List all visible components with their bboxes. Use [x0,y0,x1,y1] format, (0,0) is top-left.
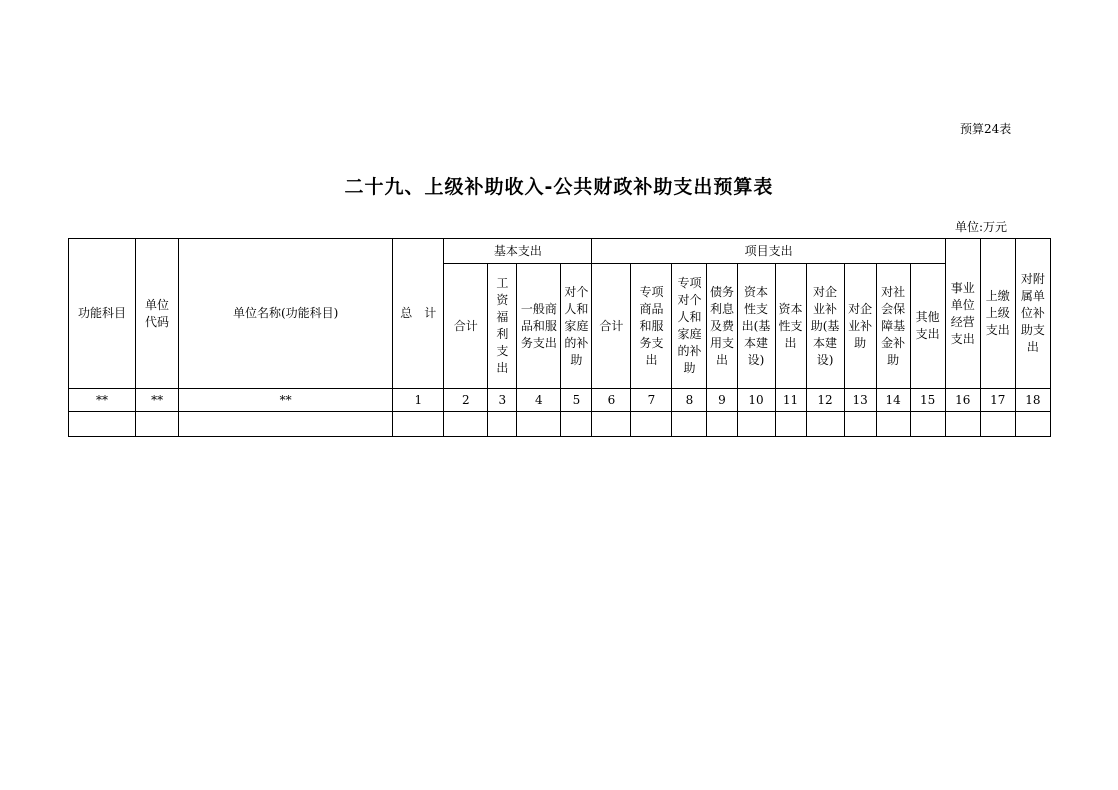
header-basic-personal-subsidy [561,264,592,389]
header-text-line: 业补 [813,301,838,316]
index-cell: 14 [876,389,910,412]
header-text-line: 利息 [709,301,734,316]
header-project-personal-subsidy [672,264,707,389]
header-text-line: 人和 [677,310,702,324]
header-text-line: 合计 [453,318,478,333]
header-text-line: 出(基 [741,318,771,333]
header-text-line: 出 [715,352,728,367]
header-text-line: 品和服 [520,318,557,333]
header-upper-payment [980,239,1015,389]
header-text-line: 出 [496,361,509,375]
header-text-line: 家庭 [677,327,702,341]
page-title: 二十九、上级补助收入-公共财政补助支出预算表 [344,176,774,198]
index-cell: 9 [707,389,737,412]
header-text-line: 经营 [950,314,975,329]
header-unit-code [136,239,179,389]
header-text-line: 对企 [813,284,838,299]
header-text-line: 设) [747,352,765,367]
form-number: 预算24表 [960,122,1012,136]
index-cell: 4 [517,389,561,412]
empty-cell [592,412,631,437]
header-text-line: 的补 [677,344,702,358]
index-cell: 3 [488,389,517,412]
header-text-line: 单位 [950,297,975,312]
header-project-capital-construction [737,264,775,389]
header-text-line: 和服 [639,318,664,333]
index-cell: ** [179,389,393,412]
header-text-line: 资本 [744,284,769,299]
header-text-line: 债务 [709,284,734,299]
header-affiliated-subsidy [1015,239,1050,389]
header-text-line: 对个 [677,293,702,307]
header-text-line: 事业 [950,280,975,295]
index-cell: 15 [910,389,945,412]
header-text-line: 支出 [915,327,940,341]
header-text-line: 专项 [677,276,702,290]
index-cell: 1 [393,389,444,412]
header-text-line: 设) [816,352,834,367]
header-text-line: 资 [496,293,509,307]
index-cell: 10 [737,389,775,412]
header-project-total [592,264,631,389]
header-text-line: 人和 [564,301,589,316]
header-text-line: 专项 [639,284,664,299]
empty-cell [444,412,488,437]
header-text-line: 一般商 [520,301,557,316]
index-cell: 7 [631,389,672,412]
index-cell: 17 [980,389,1015,412]
header-text-line: 家庭 [564,318,589,333]
empty-cell [876,412,910,437]
unit-label: 单位:万元 [955,220,1008,234]
header-text-line: 支 [496,344,509,358]
header-project-capital [775,264,806,389]
empty-cell [69,412,136,437]
header-text-line: 助 [570,352,583,367]
header-text-line: 会保 [881,301,906,316]
header-total: 总 计 [393,239,444,389]
header-project-goods-services [631,264,672,389]
empty-cell [561,412,592,437]
empty-data-row [69,412,1051,437]
header-basic-salary [488,264,517,389]
header-text-line: 助 [683,361,696,375]
header-project-enterprise-construction [806,264,844,389]
header-text-line: 务支出 [520,335,557,350]
header-text-line: 本建 [744,335,769,350]
empty-cell [806,412,844,437]
column-index-row [69,389,1051,412]
header-text-line: 福 [496,310,509,324]
header-text-line: 合计 [599,318,624,333]
header-text-line: 用支 [709,335,734,350]
header-text-line: 商品 [639,301,664,316]
empty-cell [1015,412,1050,437]
header-text-line: 上级 [985,306,1010,320]
index-cell: 6 [592,389,631,412]
index-cell: 16 [945,389,980,412]
header-project-other [910,264,945,389]
header-text-line: 对个 [564,284,589,299]
header-text-line: 代码 [145,314,170,329]
index-cell: 5 [561,389,592,412]
header-text-line: 出 [645,352,658,367]
empty-cell [517,412,561,437]
header-project-debt-interest [707,264,737,389]
header-func-subject: 功能科目 [69,239,136,389]
empty-cell [672,412,707,437]
header-text-line: 资本 [778,301,803,316]
header-text-line: 支出 [985,323,1010,337]
header-text-line: 上缴 [985,289,1010,303]
header-text-line: 及费 [709,318,734,333]
header-text-line: 单位 [145,297,170,312]
empty-cell [775,412,806,437]
header-text-line: 位补 [1020,306,1045,320]
empty-cell [737,412,775,437]
index-cell: ** [69,389,136,412]
empty-cell [136,412,179,437]
index-cell: 2 [444,389,488,412]
header-text-line: 助 [854,335,867,350]
header-text-line: 属单 [1020,289,1045,303]
header-text-line: 利 [496,327,509,341]
header-text-line: 本建 [813,335,838,350]
empty-cell [844,412,876,437]
header-text-line: 对附 [1020,272,1045,286]
header-basic-expenditure: 基本支出 [444,239,592,264]
header-text-line: 性支 [778,318,803,333]
header-basic-total [444,264,488,389]
index-cell: 18 [1015,389,1050,412]
header-text-line: 助支 [1020,323,1045,337]
header-text-line: 金补 [881,335,906,350]
header-basic-goods-services [517,264,561,389]
empty-cell [631,412,672,437]
header-text-line: 障基 [881,318,906,333]
header-text-line: 对社 [881,284,906,299]
header-text-line: 助(基 [810,318,840,333]
header-project-social-security [876,264,910,389]
empty-cell [980,412,1015,437]
index-cell: 11 [775,389,806,412]
header-text-line: 务支 [639,335,664,350]
budget-table [68,238,1051,437]
header-text-line: 出 [784,335,797,350]
index-cell: ** [136,389,179,412]
header-project-expenditure: 项目支出 [592,239,945,264]
index-cell: 13 [844,389,876,412]
header-text-line: 性支 [744,301,769,316]
empty-cell [179,412,393,437]
header-project-enterprise-subsidy [844,264,876,389]
header-text-line: 助 [887,352,900,367]
header-unit-name: 单位名称(功能科目) [179,239,393,389]
header-business-expenditure [945,239,980,389]
empty-cell [945,412,980,437]
empty-cell [910,412,945,437]
index-cell: 8 [672,389,707,412]
index-cell: 12 [806,389,844,412]
header-text-line: 的补 [564,335,589,350]
header-text-line: 工 [496,276,509,290]
empty-cell [488,412,517,437]
header-text-line: 业补 [848,318,873,333]
header-text-line: 出 [1026,340,1039,354]
header-text-line: 对企 [848,301,873,316]
header-text-line: 支出 [950,331,975,346]
header-text-line: 其他 [915,310,940,324]
empty-cell [707,412,737,437]
empty-cell [393,412,444,437]
